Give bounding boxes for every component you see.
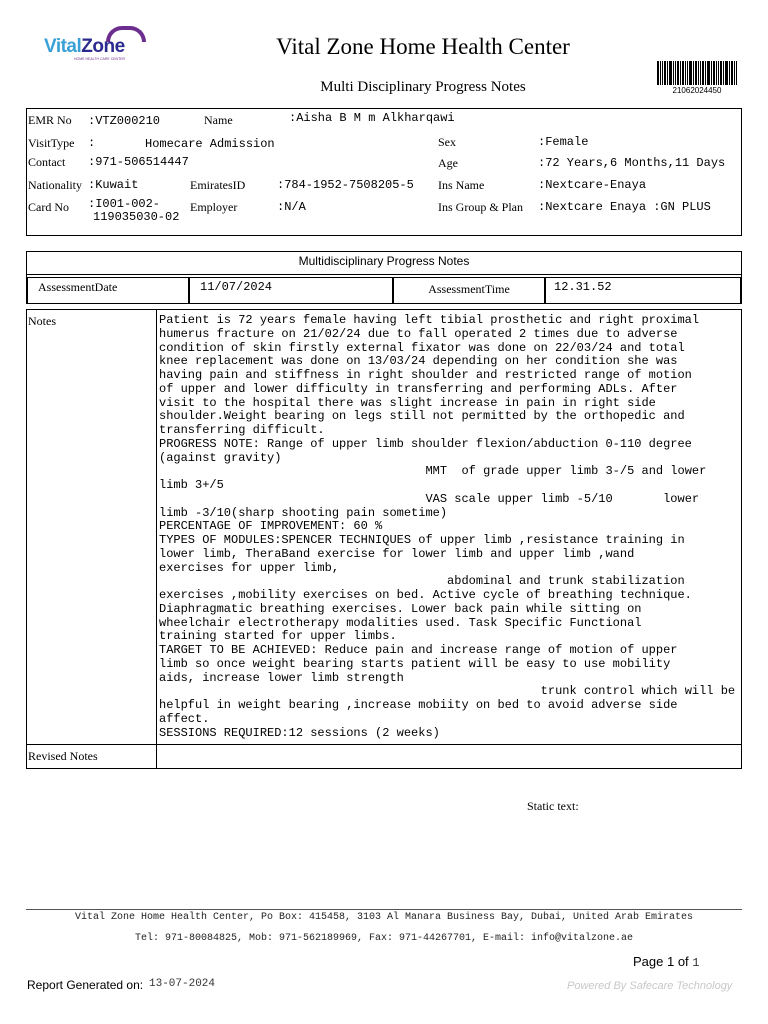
nationality-label: Nationality <box>28 178 82 192</box>
notes-label: Notes <box>28 314 56 328</box>
ins-group-value: :Nextcare Enaya :GN PLUS <box>538 200 711 214</box>
assessment-box <box>26 251 742 304</box>
logo-vital: Vital <box>44 36 82 57</box>
emr-label: EMR No <box>28 113 72 127</box>
card-no-label: Card No <box>28 200 69 214</box>
document-title: Vital Zone Home Health Center <box>276 34 570 59</box>
visit-type-label: VisitType <box>28 136 75 150</box>
notes-label-cell <box>27 310 157 744</box>
notes-text: Patient is 72 years female having left tibial prosthetic and right proximal humerus fracture on 21/02/24 due to fall operated 2 times due to adverse condition of skin firstly external fixator was done on 22/03/24 and total knee replacement was done on 13/03/24 depending on her condition she was having pain and stiffness in right shoulder and restricted range of motion of upper and lower difficulty in transferring and performing ADLs. After visit to the hospital there was slight increase in pain in right side shoulder.Weight bearing on legs still not permitted by the orthopedic and transferring difficult. PROGRESS NOTE: Range of upper limb shoulder flexion/abduction 0-110 degree (against gravity) MMT of grade upper limb 3-/5 and lower limb 3+/5 VAS scale upper limb -5/10 lower limb -3/10(sharp shooting pain sometime) PERCENTAGE OF IMPROVEMENT: 60 % TYPES OF MODULES:SPENCER TECHNIQUES of upper limb ,resistance training in lower limb, TheraBand exercise for lower limb and upper limb ,wand exercises for upper limb, abdominal and trunk stabilization exercises ,mobility exercises on bed. Active cycle of breathing technique. Diaphragmatic breathing exercises. Lower back pain while sitting on wheelchair electrotherapy modalities used. Task Specific Functional training started for upper limbs. TARGET TO BE ACHIEVED: Reduce pain and increase range of motion of upper limb so once weight bearing starts patient will be easy to use mobility aids, increase lower limb strength trunk control which will be helpful in weight bearing ,increase mobiity on bed to avoid adverse side affect. SESSIONS REQUIRED:12 sessions (2 weeks) <box>159 313 736 740</box>
employer-label: Employer <box>190 200 238 214</box>
assessment-time-label-cell <box>393 277 545 304</box>
revised-notes-label: Revised Notes <box>28 749 98 763</box>
assessment-time-label: AssessmentTime <box>428 282 510 296</box>
assessment-date-label-cell <box>27 277 189 304</box>
card-no-value-line1: :I001-002- <box>88 197 161 211</box>
emirates-id-label: EmiratesID <box>190 178 246 192</box>
revised-notes-row <box>27 744 741 769</box>
emr-value: :VTZ000210 <box>88 114 161 128</box>
sex-value: :Female <box>538 135 589 149</box>
sex-label: Sex <box>438 135 456 149</box>
employer-value: :N/A <box>277 200 306 214</box>
logo-tagline: HOME HEALTH CARE CENTER <box>74 57 126 61</box>
barcode-icon <box>657 61 737 85</box>
page-label: Page 1 of <box>633 954 689 969</box>
assessment-time-value: 12.31.52 <box>554 280 612 294</box>
nationality-value: :Kuwait <box>88 178 139 192</box>
footer-address: Vital Zone Home Health Center, Po Box: 415458, 3103 Al Manara Business Bay, Dubai, United Arab Emirates <box>74 912 694 923</box>
assessment-section-title: Multidisciplinary Progress Notes <box>27 252 741 275</box>
footer-divider <box>26 909 742 910</box>
card-no-value-line2: 119035030-02 <box>93 210 180 224</box>
report-generated-date: 13-07-2024 <box>149 978 216 990</box>
assessment-date-label: AssessmentDate <box>38 280 118 294</box>
static-text: Static text: <box>527 799 579 813</box>
name-value: :Aisha B M m Alkharqawi <box>289 111 455 125</box>
ins-name-value: :Nextcare-Enaya <box>538 178 647 192</box>
ins-name-label: Ins Name <box>438 178 485 192</box>
page-total: 1 <box>692 956 700 970</box>
assessment-date-value: 11/07/2024 <box>200 280 273 294</box>
assessment-time-value-cell <box>545 277 741 304</box>
report-generated-label: Report Generated on: <box>27 978 144 992</box>
age-value: :72 Years,6 Months,11 Days <box>538 156 726 170</box>
age-label: Age <box>438 156 458 170</box>
name-label: Name <box>204 113 233 127</box>
contact-label: Contact <box>28 155 66 169</box>
barcode-number: 21062024450 <box>672 86 722 95</box>
visit-type-colon: : <box>88 136 96 150</box>
notes-table <box>26 309 742 769</box>
contact-value: :971-506514447 <box>88 155 189 169</box>
document-subtitle: Multi Disciplinary Progress Notes <box>320 79 526 95</box>
patient-info-box <box>26 108 742 236</box>
revised-notes-label-cell <box>27 745 157 769</box>
page-indicator <box>633 954 699 970</box>
powered-by-text: Powered By Safecare Technology <box>567 980 733 992</box>
assessment-date-value-cell <box>189 277 393 304</box>
visit-type-value: Homecare Admission <box>145 137 275 151</box>
emirates-id-value: :784-1952-7508205-5 <box>277 178 414 192</box>
footer-contact: Tel: 971-80084825, Mob: 971-562189969, Fax: 971-44267701, E-mail: info@vitalzone.ae <box>134 933 634 944</box>
logo-zone: Zone <box>81 36 125 57</box>
ins-group-label: Ins Group & Plan <box>438 200 523 214</box>
